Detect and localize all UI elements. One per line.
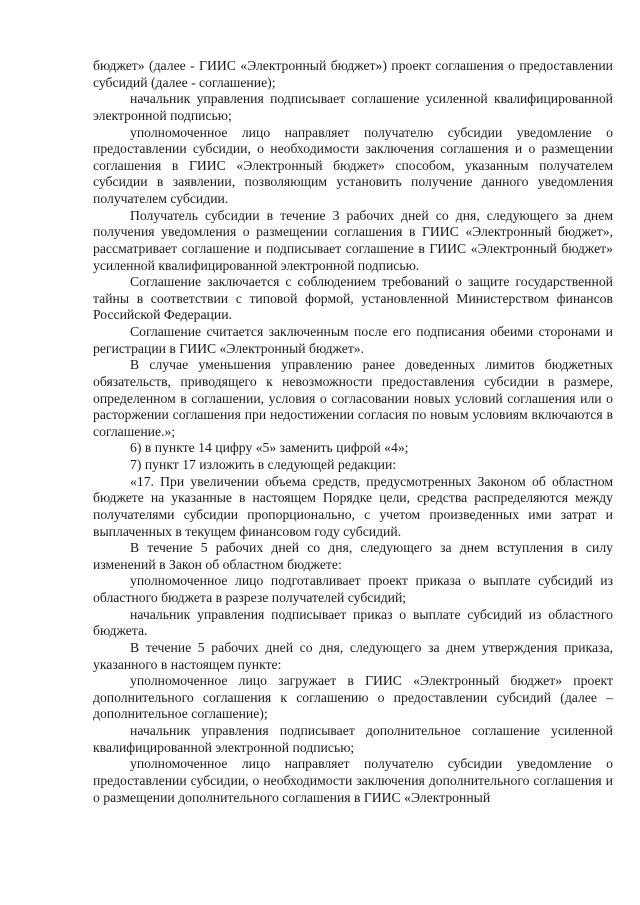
paragraph: начальник управления подписывает соглашение усиленной квалифицированной электронной подписью; [93,91,613,123]
paragraph: уполномоченное лицо направляет получателю субсидии уведомление о предоставлении субсидии, о необходимости заключения дополнительного соглашения и о размещении дополнительного соглашения в ГИИС «Электронный [93,756,613,805]
paragraph: Соглашение заключается с соблюдением требований о защите государственной тайны в соответствии с типовой формой, установленной Министерством финансов Российской Федерации. [93,274,613,323]
paragraph: Соглашение считается заключенным после его подписания обеими сторонами и регистрации в ГИИС «Электронный бюджет». [93,324,613,356]
paragraph: Получатель субсидии в течение 3 рабочих дней со дня, следующего за днем получения уведомления о размещении соглашения в ГИИС «Электронный бюджет», рассматривает соглашение и подписывает соглашение в ГИИС «Электронный бюджет» усиленной квалифицированной электронной подписью. [93,207,613,273]
paragraph: В течение 5 рабочих дней со дня, следующего за днем вступления в силу изменений в Закон об областном бюджете: [93,540,613,572]
paragraph: 7) пункт 17 изложить в следующей редакции: [130,457,397,472]
paragraph: В течение 5 рабочих дней со дня, следующего за днем утверждения приказа, указанного в настоящем пункте: [93,639,613,672]
paragraph: начальник управления подписывает приказ о выплате субсидий из областного бюджета. [93,606,613,639]
document-body [93,58,613,806]
paragraph: «17. При увеличении объема средств, предусмотренных Законом об областном бюджете на указанные в настоящем Порядке цели, средства распределяются между получателями субсидии пропорционально, с учетом произведенных ими затрат и выплаченных в текущем финансовом году субсидий. [93,473,613,539]
paragraph: начальник управления подписывает дополнительное соглашение усиленной квалифицированной электронной подписью; [93,723,613,755]
paragraph: В случае уменьшения управлению ранее доведенных лимитов бюджетных обязательств, приводящего к невозможности предоставления субсидии в размере, определенном в соглашении, условия о согласовании новых условий соглашения или о расторжении соглашения при недостижении согласия по новым условиям включаются в соглашение.»; [93,357,613,439]
paragraph: уполномоченное лицо подготавливает проект приказа о выплате субсидий из областного бюджета в разрезе получателей субсидий; [93,573,613,605]
paragraph-continuation: бюджет» (далее - ГИИС «Электронный бюджет») проект соглашения о предоставлении субсидий (далее - соглашение); [93,58,613,90]
paragraph: уполномоченное лицо загружает в ГИИС «Электронный бюджет» проект дополнительного соглашения к соглашению о предоставлении субсидий (далее – дополнительное соглашение); [93,673,613,722]
paragraph: уполномоченное лицо направляет получателю субсидии уведомление о предоставлении субсидии, о необходимости заключения соглашения и о размещении соглашения в ГИИС «Электронный бюджет» способом, указанным получателем субсидии в заявлении, позволяющим установить получение данного уведомления получателем субсидии. [93,124,613,206]
paragraph: 6) в пункте 14 цифру «5» заменить цифрой «4»; [130,440,409,456]
